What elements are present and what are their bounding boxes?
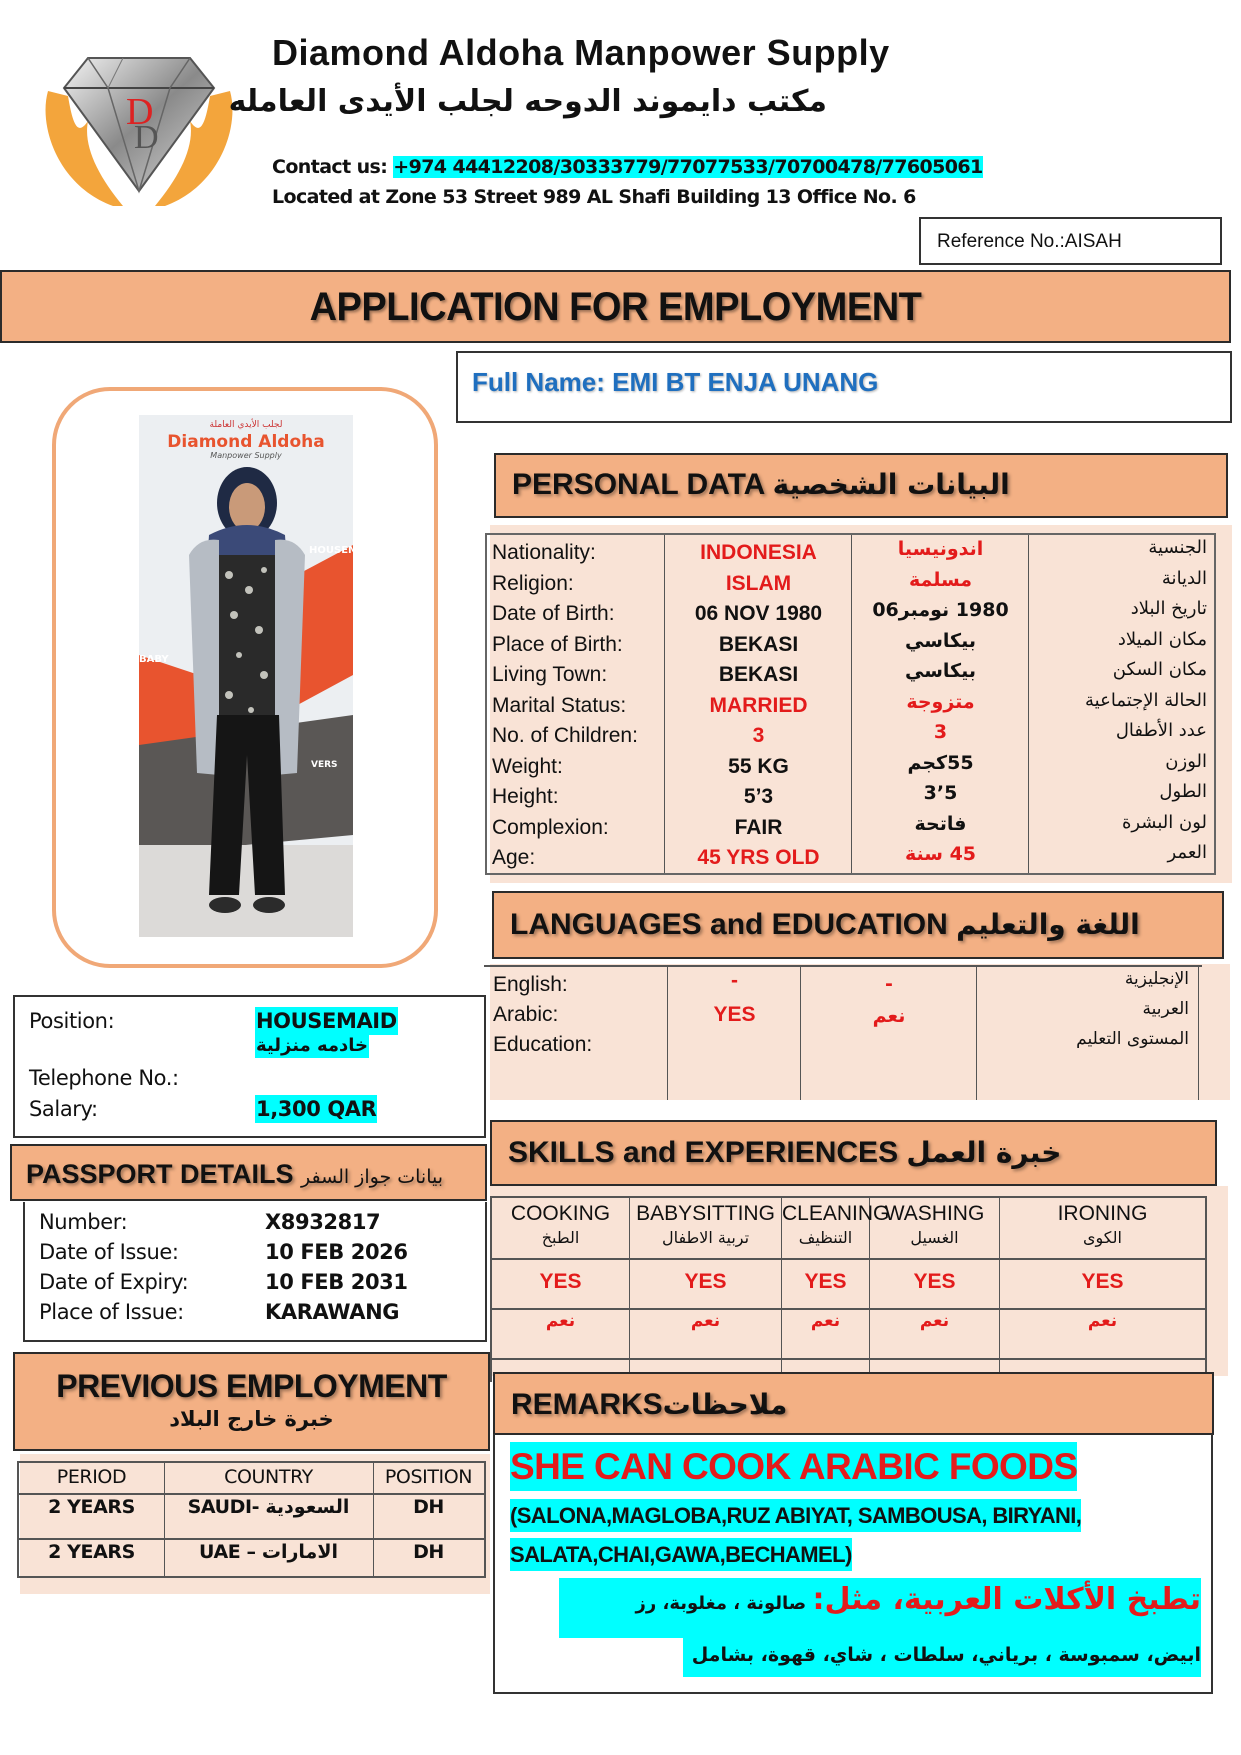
remarks-arabic-line (559, 1578, 1201, 1638)
position-value-ar: خادمه منزلية (256, 1035, 369, 1056)
banner-side-text: BABY (139, 654, 169, 665)
language-value-ar: - (885, 973, 893, 995)
personal-value-ar: 45 سنة (904, 843, 977, 865)
skill-name-ar: الغسيل (910, 1228, 959, 1247)
personal-label-ar: الحالة الإجتماعية (1085, 689, 1207, 711)
page-title: APPLICATION FOR EMPLOYMENT (309, 285, 922, 329)
personal-label-ar: الطول (1159, 781, 1207, 802)
table-header: POSITION (384, 1466, 473, 1488)
diamond-hands-logo-icon (28, 36, 250, 214)
section-title-en: REMARKS (511, 1388, 663, 1421)
personal-label-ar: لون البشرة (1121, 811, 1207, 833)
personal-value: BEKASI (718, 632, 799, 656)
company-name-en: Diamond Aldoha Manpower Supply (272, 32, 890, 73)
personal-label: Religion: (492, 571, 574, 595)
row-divider (19, 1538, 484, 1540)
personal-label: Weight: (492, 754, 563, 778)
remarks-line (510, 1503, 1081, 1529)
passport-value: KARAWANG (265, 1300, 400, 1324)
title-bar (0, 270, 1231, 343)
personal-label-ar: مكان الميلاد (1117, 628, 1207, 650)
personal-value-ar: فاتحة (914, 812, 967, 835)
previous-employment-header (13, 1352, 490, 1451)
personal-value-ar: بيكاسي (905, 629, 976, 652)
skill-name-ar: الكوى (1083, 1228, 1122, 1247)
personal-label-ar: مكان السكن (1112, 659, 1207, 680)
skill-value: YES (684, 1270, 727, 1293)
skill-value: YES (913, 1270, 956, 1293)
personal-label-ar: الوزن (1165, 750, 1207, 772)
language-label: English: (493, 973, 568, 996)
language-value: YES (713, 1003, 756, 1026)
personal-value-ar: بيكاسي (905, 660, 976, 682)
personal-value-ar: اندونيسيا (897, 538, 984, 560)
language-label-ar: العربية (1142, 999, 1189, 1019)
skill-value: YES (1081, 1270, 1124, 1293)
remarks-line (510, 1446, 1077, 1488)
personal-label: Height: (492, 785, 559, 808)
language-value: - (731, 969, 738, 992)
passport-details-box (23, 1202, 487, 1342)
skill-name: WASHING (884, 1202, 985, 1225)
table-cell: 2 YEARS (48, 1496, 135, 1518)
table-header: COUNTRY (224, 1466, 313, 1488)
table-cell: UAE – الامارات (199, 1541, 338, 1563)
row-divider (19, 1493, 484, 1495)
remarks-food-list: (SALONA,MAGLOBA,RUZ ABIYAT, SAMBOUSA, BIRYANI, (510, 1499, 1081, 1532)
skill-name: IRONING (1057, 1202, 1148, 1225)
banner-brand: Diamond Aldoha (167, 432, 325, 452)
personal-data-header (494, 453, 1228, 518)
personal-value: 5’3 (743, 785, 774, 808)
passport-value: X8932817 (265, 1210, 381, 1234)
personal-label: Marital Status: (492, 693, 627, 717)
passport-label: Number: (39, 1210, 128, 1234)
contact-label: Contact us: (272, 156, 394, 178)
position-box (13, 995, 486, 1138)
personal-value-ar: متزوجة (906, 690, 975, 713)
skills-table (490, 1196, 1207, 1382)
remarks-food-list: SALATA,CHAI,GAWA,BECHAMEL) (510, 1538, 852, 1571)
personal-data-table (485, 533, 1216, 875)
personal-value: 55 KG (728, 754, 789, 778)
personal-value: MARRIED (709, 693, 808, 717)
skill-name-ar: تربية الاطفال (661, 1228, 750, 1247)
personal-value: 06 NOV 1980 (694, 602, 823, 625)
languages-header (492, 891, 1224, 959)
skill-value-ar: نعم (919, 1311, 950, 1331)
salary-label: Salary: (29, 1097, 98, 1121)
reference-number: Reference No.:AISAH (919, 217, 1222, 265)
banner-sub: Manpower Supply (210, 451, 282, 460)
personal-value: INDONESIA (700, 541, 817, 564)
section-title-ar: البيانات الشخصية (772, 468, 1010, 501)
position-value-ar-row (255, 1035, 369, 1056)
skill-column (1000, 1198, 1205, 1382)
section-title-en: PREVIOUS EMPLOYMENT (56, 1368, 447, 1404)
skill-value: YES (539, 1270, 582, 1293)
full-name: Full Name: EMI BT ENJA UNANG (472, 367, 879, 397)
personal-value: ISLAM (725, 571, 792, 595)
remarks-header (493, 1372, 1214, 1435)
remarks-arabic-foods: صالونة ، مغلوبة، رز (635, 1593, 813, 1614)
skill-value-ar: نعم (810, 1311, 841, 1331)
remarks-box (493, 1434, 1213, 1694)
personal-value-ar: 55كجم (907, 751, 974, 774)
skill-name: COOKING (510, 1202, 611, 1225)
personal-value-ar: 1980 نومبر06 (872, 599, 1009, 621)
section-title-ar: خبرة خارج البلاد (169, 1407, 334, 1431)
section-title-ar: بيانات جواز السفر (301, 1166, 444, 1188)
position-label: Position: (29, 1009, 115, 1033)
personal-label: Age: (492, 846, 536, 869)
language-value-ar: نعم (872, 1005, 906, 1027)
telephone-label: Telephone No.: (29, 1066, 179, 1090)
passport-value: 10 FEB 2026 (265, 1240, 408, 1264)
skill-value-ar: نعم (545, 1311, 576, 1331)
personal-label-ar: تاريخ البلاد (1130, 598, 1207, 619)
skill-column (630, 1198, 782, 1382)
contact-line (272, 156, 983, 178)
remarks-arabic-line (683, 1638, 1201, 1677)
skill-column (492, 1198, 630, 1382)
personal-label-ar: العمر (1167, 842, 1207, 863)
section-title-en: LANGUAGES and EDUCATION (510, 908, 957, 941)
personal-label: Date of Birth: (492, 602, 615, 625)
section-title-ar: ملاحظات (662, 1388, 788, 1421)
section-title-en: SKILLS and EXPERIENCES (508, 1136, 907, 1169)
skill-column (870, 1198, 1000, 1382)
personal-label-ar: الجنسية (1148, 537, 1207, 558)
salary-value: 1,300 QAR (256, 1097, 377, 1121)
personal-value: FAIR (734, 815, 783, 839)
personal-label-ar: عدد الأطفال (1115, 720, 1207, 741)
languages-table (484, 965, 1202, 1100)
banner-side-text: VERS (311, 760, 338, 770)
table-cell: SAUDI- السعودية (187, 1496, 350, 1518)
skill-column (782, 1198, 890, 1382)
language-label-ar: الإنجليزية (1124, 969, 1189, 989)
personal-label: Complexion: (492, 815, 609, 839)
applicant-photo-image (139, 415, 385, 937)
banner-arabic: لجلب الأيدي العاملة (209, 420, 283, 430)
passport-header (10, 1144, 487, 1201)
section-title-en: PERSONAL DATA (512, 468, 773, 501)
position-value-en: HOUSEMAID (256, 1009, 397, 1033)
company-name-ar: مكتب دايموند الدوحه لجلب الأيدى العامله (228, 84, 827, 119)
remarks-headline: SHE CAN COOK ARABIC FOODS (510, 1442, 1077, 1491)
remarks-line (510, 1542, 852, 1568)
personal-value-ar: مسلمة (908, 568, 973, 591)
skill-name: BABYSITTING (636, 1202, 775, 1225)
logo-letter: D (126, 91, 154, 133)
skill-value: YES (804, 1270, 847, 1293)
remarks-arabic-foods: ابيض، سمبوسة ، برياني، سلطات ، شاي، قهوة، بشامل (691, 1644, 1201, 1666)
language-label: Arabic: (493, 1003, 559, 1026)
section-title-ar: اللغة والتعليم (956, 908, 1140, 941)
personal-label: No. of Children: (492, 724, 638, 747)
passport-label: Date of Expiry: (39, 1270, 189, 1294)
language-label-ar: المستوى التعليم (1076, 1029, 1189, 1049)
company-logo (28, 36, 250, 214)
table-cell: DH (413, 1541, 444, 1563)
language-label: Education: (493, 1033, 593, 1056)
passport-label: Date of Issue: (39, 1240, 179, 1264)
personal-value: 45 YRS OLD (697, 846, 820, 869)
section-title-ar: خبرة العمل (906, 1136, 1062, 1169)
banner-side-text: HOUSEMAIDS (309, 545, 385, 556)
table-cell: 2 YEARS (48, 1541, 135, 1563)
position-value (255, 1009, 398, 1033)
table-cell: DH (413, 1496, 444, 1518)
skill-value-ar: نعم (1087, 1311, 1118, 1331)
personal-label: Nationality: (492, 541, 596, 564)
passport-label: Place of Issue: (39, 1300, 184, 1324)
personal-value-ar: 3 (933, 721, 948, 743)
skill-name-ar: الطبخ (541, 1228, 580, 1247)
skill-name-ar: التنظيف (798, 1228, 853, 1247)
skill-value-ar: نعم (690, 1311, 721, 1331)
office-address: Located at Zone 53 Street 989 AL Shafi Building 13 Office No. 6 (272, 186, 916, 208)
passport-value: 10 FEB 2031 (265, 1270, 408, 1294)
personal-value: BEKASI (718, 663, 799, 686)
skills-header (490, 1120, 1217, 1186)
applicant-photo (139, 415, 385, 937)
previous-employment-table (17, 1461, 486, 1578)
full-name-box (456, 351, 1232, 423)
logo-letter: D (134, 119, 159, 156)
contact-numbers: +974 44412208/30333779/77077533/70700478/77605061 (393, 156, 983, 178)
personal-label: Living Town: (492, 663, 608, 686)
personal-value-ar: 5’3 (923, 782, 958, 804)
personal-label-ar: الديانة (1161, 567, 1207, 589)
salary-value-row (255, 1097, 377, 1121)
table-header: PERIOD (56, 1466, 127, 1488)
section-title-en: PASSPORT DETAILS (26, 1159, 302, 1189)
personal-value: 3 (752, 724, 765, 747)
personal-label: Place of Birth: (492, 632, 623, 656)
skill-name: CLEANING (782, 1202, 890, 1225)
remarks-arabic-headline: تطبخ الأكلات العربية، مثل: (812, 1582, 1201, 1617)
